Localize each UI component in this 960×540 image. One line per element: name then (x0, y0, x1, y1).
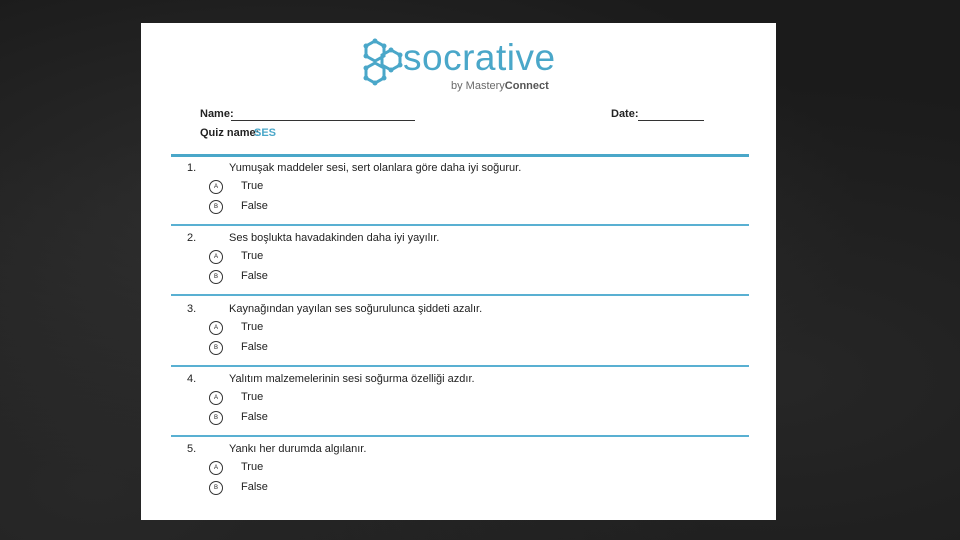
quiz-name-value: SES (254, 127, 277, 139)
date-field[interactable] (638, 120, 704, 121)
question-2 (187, 232, 747, 292)
question-text: Ses boşlukta havadakinden daha iyi yayılır. (229, 232, 440, 244)
quiz-name-label: Quiz name: (200, 127, 260, 139)
option-label: False (241, 411, 268, 423)
option-a[interactable] (209, 249, 329, 265)
option-bubble-b[interactable]: B (209, 200, 223, 214)
option-bubble-b[interactable]: B (209, 270, 223, 284)
question-divider (171, 294, 749, 296)
option-b[interactable] (209, 269, 329, 285)
question-number: 2. (187, 232, 197, 244)
option-label: True (241, 391, 264, 403)
date-label: Date: (611, 108, 639, 120)
option-bubble-a[interactable]: A (209, 391, 223, 405)
option-a[interactable] (209, 320, 329, 336)
question-1 (187, 162, 747, 222)
option-b[interactable] (209, 480, 329, 496)
quiz-sheet (141, 23, 776, 520)
option-a[interactable] (209, 390, 329, 406)
question-number: 1. (187, 162, 197, 174)
option-label: False (241, 270, 268, 282)
option-label: True (241, 461, 264, 473)
byline-prefix: by Mastery (451, 80, 505, 92)
brand-byline (451, 80, 549, 92)
name-field[interactable] (231, 120, 415, 121)
option-label: False (241, 481, 268, 493)
question-divider (171, 365, 749, 367)
option-bubble-a[interactable]: A (209, 250, 223, 264)
option-bubble-a[interactable]: A (209, 180, 223, 194)
option-label: True (241, 250, 264, 262)
byline-strong: Connect (504, 80, 549, 92)
question-number: 5. (187, 443, 197, 455)
question-divider (171, 224, 749, 226)
brand-wordmark: socrative (403, 37, 556, 78)
question-text: Kaynağından yayılan ses soğurulunca şiddeti azalır. (229, 303, 483, 315)
question-3 (187, 303, 747, 363)
question-text: Yumuşak maddeler sesi, sert olanlara göre daha iyi soğurur. (229, 162, 522, 174)
option-bubble-b[interactable]: B (209, 481, 223, 495)
option-bubble-b[interactable]: B (209, 341, 223, 355)
option-a[interactable] (209, 460, 329, 476)
option-a[interactable] (209, 179, 329, 195)
option-label: True (241, 180, 264, 192)
option-label: True (241, 321, 264, 333)
question-number: 3. (187, 303, 197, 315)
header-divider (171, 154, 749, 157)
question-text: Yalıtım malzemelerinin sesi soğurma özelliği azdır. (229, 373, 475, 385)
question-5 (187, 443, 747, 503)
question-number: 4. (187, 373, 197, 385)
option-bubble-a[interactable]: A (209, 461, 223, 475)
name-label: Name: (200, 108, 234, 120)
option-b[interactable] (209, 340, 329, 356)
option-label: False (241, 341, 268, 353)
option-b[interactable] (209, 199, 329, 215)
option-bubble-a[interactable]: A (209, 321, 223, 335)
option-label: False (241, 200, 268, 212)
option-bubble-b[interactable]: B (209, 411, 223, 425)
hexagon-molecule-icon (359, 37, 405, 87)
socrative-logo (359, 35, 569, 95)
question-divider (171, 435, 749, 437)
question-4 (187, 373, 747, 433)
question-text: Yankı her durumda algılanır. (229, 443, 367, 455)
option-b[interactable] (209, 410, 329, 426)
